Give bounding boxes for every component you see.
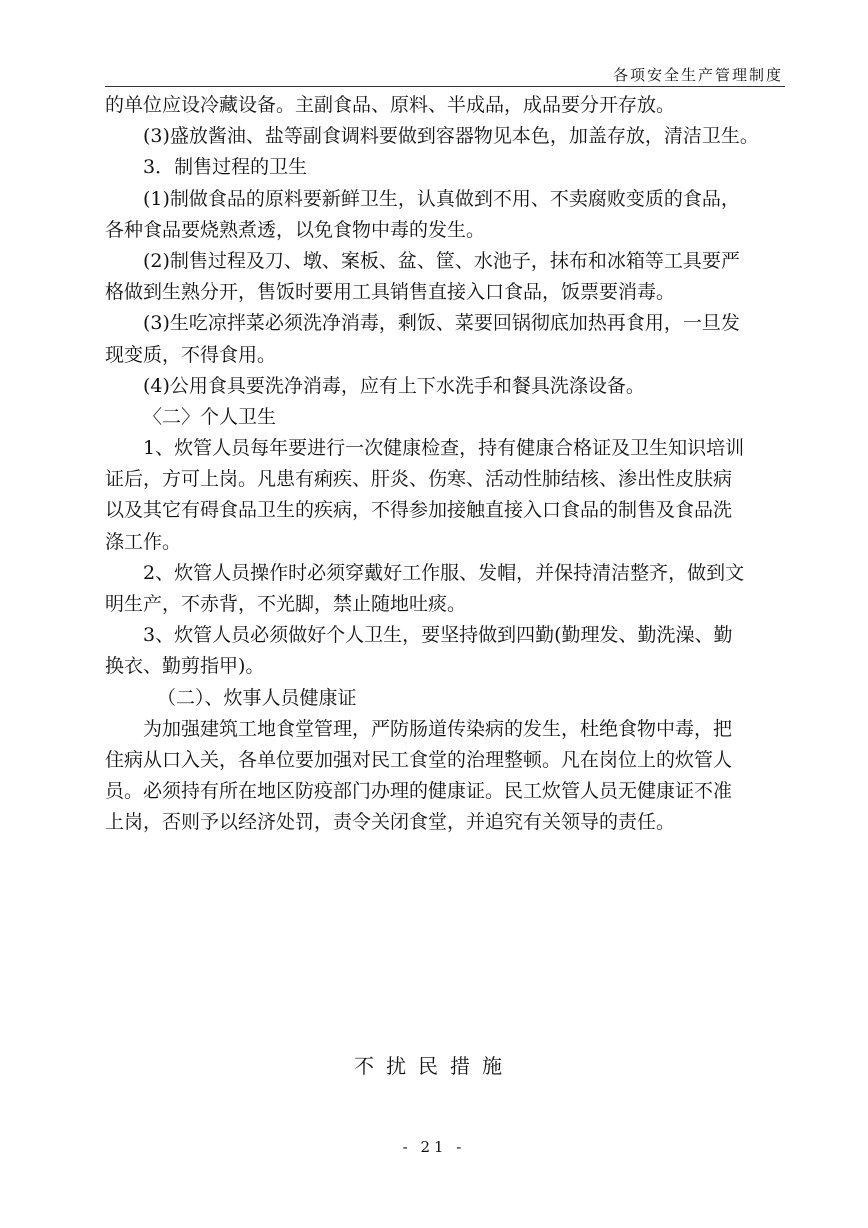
- subsection-heading: 3．制售过程的卫生: [143, 156, 308, 179]
- document-body: [105, 90, 787, 839]
- text-line: 2、炊管人员操作时必须穿戴好工作服、发帽，并保持清洁整齐，做到文: [143, 561, 745, 584]
- text-line: (1)制做食品的原料要新鲜卫生，认真做到不用、不卖腐败变质的食品，: [143, 187, 740, 210]
- text-line: 涤工作。: [105, 530, 182, 553]
- text-line: 现变质，不得食用。: [105, 343, 277, 366]
- text-line: 格做到生熟分开，售饭时要用工具销售直接入口食品，饭票要消毒。: [105, 281, 676, 304]
- header-title: 各项安全生产管理制度: [612, 66, 783, 84]
- page-number: - 21 -: [402, 1138, 466, 1156]
- subsection-heading: （二）、炊事人员健康证: [157, 686, 357, 709]
- text-line: 的单位应设冷藏设备。主副食品、原料、半成品，成品要分开存放。: [105, 94, 676, 116]
- text-line: 以及其它有碍食品卫生的疾病，不得参加接触直接入口食品的制售及食品洗: [105, 499, 733, 522]
- text-line: 1、炊管人员每年要进行一次健康检查，持有健康合格证及卫生知识培训: [143, 437, 745, 460]
- text-line: (2)制售过程及刀、墩、案板、盆、筐、水池子，抹布和冰箱等工具要严: [143, 249, 740, 272]
- text-line: 各种食品要烧熟煮透，以免食物中毒的发生。: [105, 218, 486, 241]
- text-line: 住病从口入关，各单位要加强对民工食堂的治理整顿。凡在岗位上的炊管人: [105, 748, 733, 771]
- text-line: 员。必须持有所在地区防疫部门办理的健康证。民工炊管人员无健康证不准: [105, 780, 733, 803]
- text-line: 上岗，否则予以经济处罚，责令关闭食堂，并追究有关领导的责任。: [105, 811, 676, 834]
- text-line: 证后，方可上岗。凡患有痢疾、肝炎、伤寒、活动性肺结核、渗出性皮肤病: [105, 468, 733, 491]
- text-line: 明生产，不赤背，不光脚，禁止随地吐痰。: [105, 593, 467, 615]
- text-line: (4)公用食具要洗净消毒，应有上下水洗手和餐具洗涤设备。: [143, 374, 645, 397]
- text-line: (3)生吃凉拌菜必须洗净消毒，剩饭、菜要回锅彻底加热再食用，一旦发: [143, 312, 740, 335]
- text-line: (3)盛放酱油、盐等副食调料要做到容器物见本色，加盖存放，清洁卫生。: [143, 125, 759, 148]
- section-title: 不扰民措施: [354, 1054, 514, 1078]
- text-line: 3、炊管人员必须做好个人卫生，要坚持做到四勤(勤理发、勤洗澡、勤: [143, 624, 733, 647]
- subsection-heading: 〈二〉个人卫生: [143, 405, 277, 428]
- text-line: 为加强建筑工地食堂管理，严防肠道传染病的发生，杜绝食物中毒，把: [143, 717, 733, 740]
- text-line: 换衣、勤剪指甲)。: [105, 655, 265, 678]
- page-header: [105, 62, 785, 87]
